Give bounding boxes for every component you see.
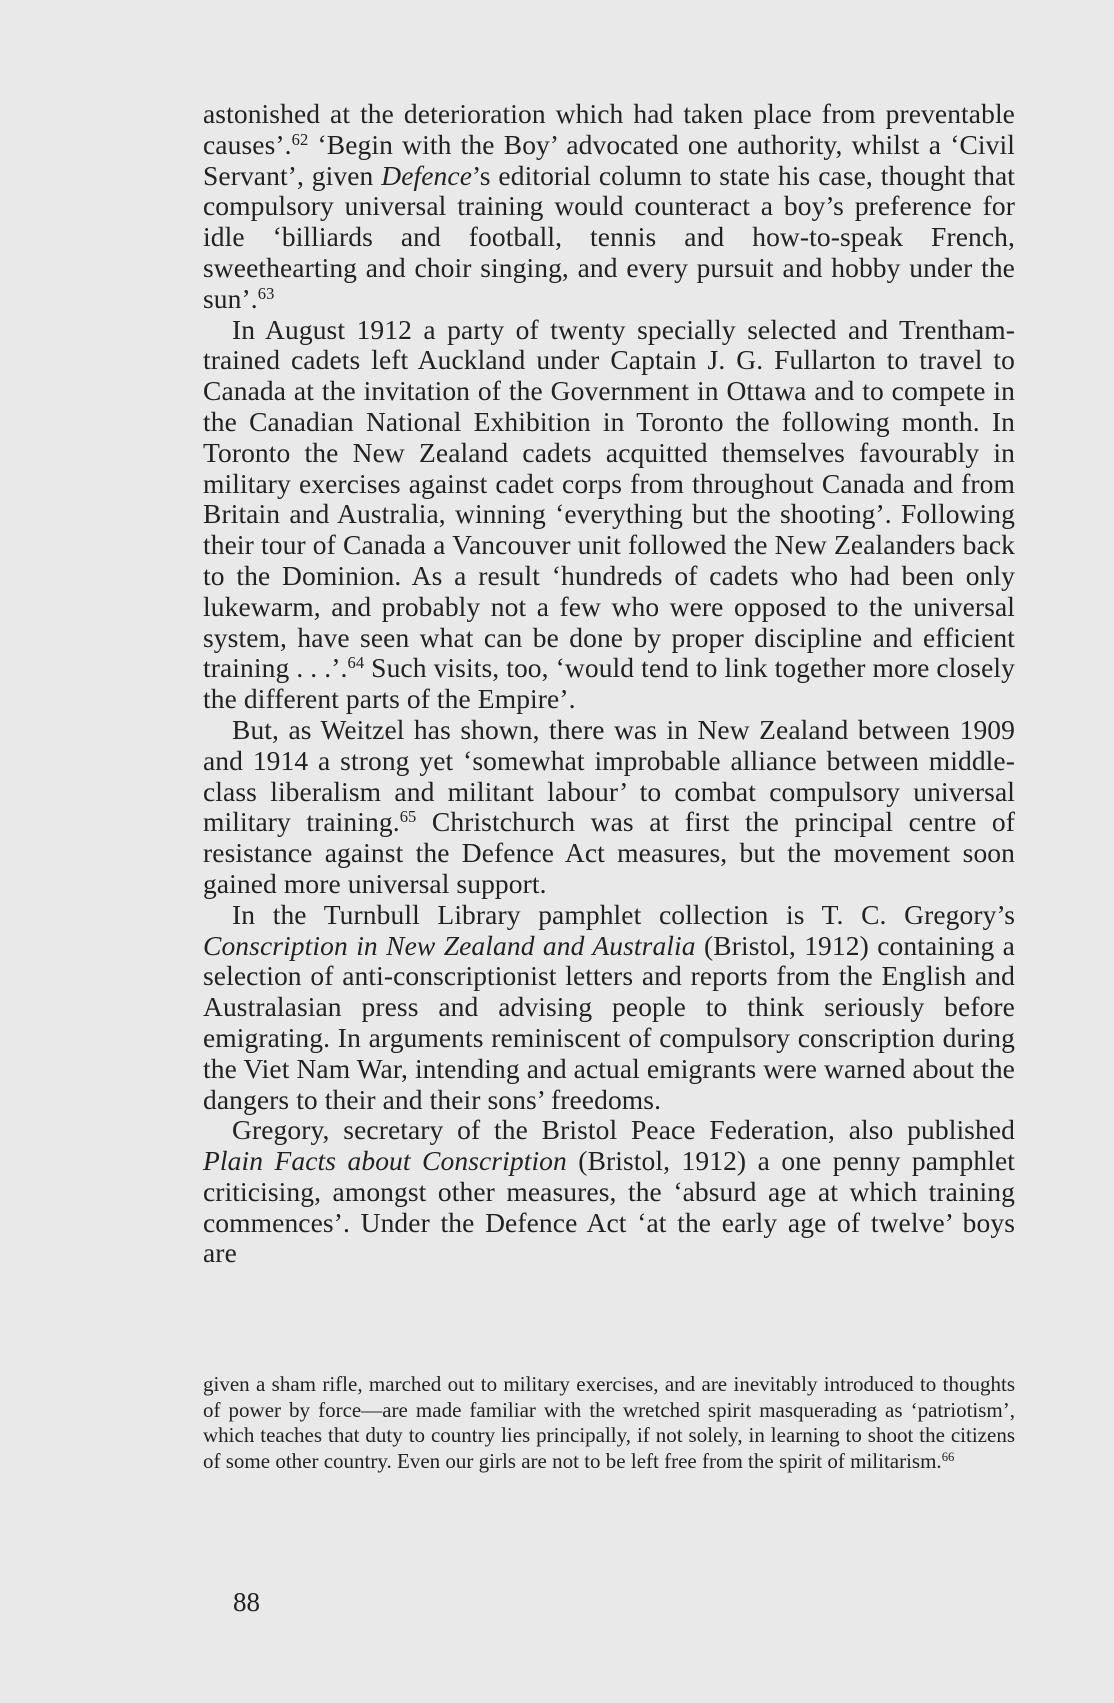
paragraph — [203, 715, 1015, 900]
footnote-ref: 65 — [399, 807, 417, 827]
page-number: 88 — [233, 1587, 260, 1617]
text-run: ’s editorial column to state his case, thought that compulsory universal training would counteract a boy’s preference for idle ‘billiards and football, tennis and how-to-speak French, sweethearting and choir singing, and every pursuit and hobby under the sun’. — [203, 159, 1015, 314]
text-run: Gregory, secretary of the Bristol Peace Federation, also published — [232, 1114, 1015, 1146]
text-run: given a sham rifle, marched out to military exercises, and are inevitably introduced to thoughts of power by force—are made familiar with the wretched spirit masquerading as ‘patriotism’, which teaches that duty to country lies principally, if not solely, in learning to shoot the citizens of some other country. Even our girls are not to be left free from the spirit of militarism. — [203, 1372, 1015, 1473]
text-run: (Bristol, 1912) containing a selection of anti-conscriptionist letters and reports from the English and Australasian press and advising people to think seriously before emigrating. In arguments reminiscent of compulsory conscription during the Viet Nam War, intending and actual emigrants were warned about the dangers to their and their sons’ freedoms. — [203, 929, 1015, 1115]
text-run: Christchurch was at first the principal centre of resistance against the Defence Act measures, but the movement soon gained more universal support. — [203, 806, 1015, 899]
footnote-ref: 62 — [291, 129, 309, 149]
footnote-ref: 64 — [347, 653, 365, 673]
text-run: Such visits, too, ‘would tend to link together more closely the different parts of the Empire’. — [203, 652, 1016, 715]
text-run: (Bristol, 1912) a one penny pamphlet criticising, amongst other measures, the ‘absurd age at which training commences’. Under the Defence Act ‘at the early age of twelve’ boys are — [203, 1145, 1015, 1269]
italic-title: Defence — [381, 159, 473, 191]
paragraph — [203, 99, 1015, 315]
text-run: In August 1912 a party of twenty specially selected and Trentham-trained cadets left Auckland under Captain J. G. Fullarton to travel to Canada at the invitation of the Government in Ottawa and to compete in the Canadian National Exhibition in Toronto the following month. In Toronto the New Zealand cadets acquitted themselves favourably in military exercises against cadet corps from throughout Canada and from Britain and Australia, winning ‘everything but the shooting’. Following their tour of Canada a Vancouver unit followed the New Zealanders back to the Dominion. As a result ‘hundreds of cadets who had been only lukewarm, and probably not a few who were opposed to the universal system, have seen what can be done by proper discipline and efficient training . . .’. — [203, 313, 1015, 684]
text-run: astonished at the deterioration which had taken place from preventable causes’. — [203, 98, 1015, 160]
italic-title: Plain Facts about Conscription — [203, 1145, 567, 1177]
paragraph — [203, 1115, 1015, 1269]
text-run: But, as Weitzel has shown, there was in New Zealand between 1909 and 1914 a strong yet ‘somewhat improbable alliance between middle-class liberalism and militant labour’ to combat compulsory universal military training. — [203, 713, 1015, 838]
text-run: ‘Begin with the Boy’ advocated one authority, whilst a ‘Civil Servant’, given — [203, 128, 1015, 191]
footnote-ref: 63 — [257, 283, 275, 303]
paragraph — [203, 900, 1015, 1116]
footnote-ref: 66 — [941, 1449, 955, 1464]
italic-title: Conscription in New Zealand and Australia — [203, 929, 696, 961]
text-run: In the Turnbull Library pamphlet collection is T. C. Gregory’s — [232, 898, 1015, 930]
body-text — [203, 99, 1015, 1269]
paragraph — [203, 315, 1015, 715]
block-quote — [203, 1372, 1015, 1474]
